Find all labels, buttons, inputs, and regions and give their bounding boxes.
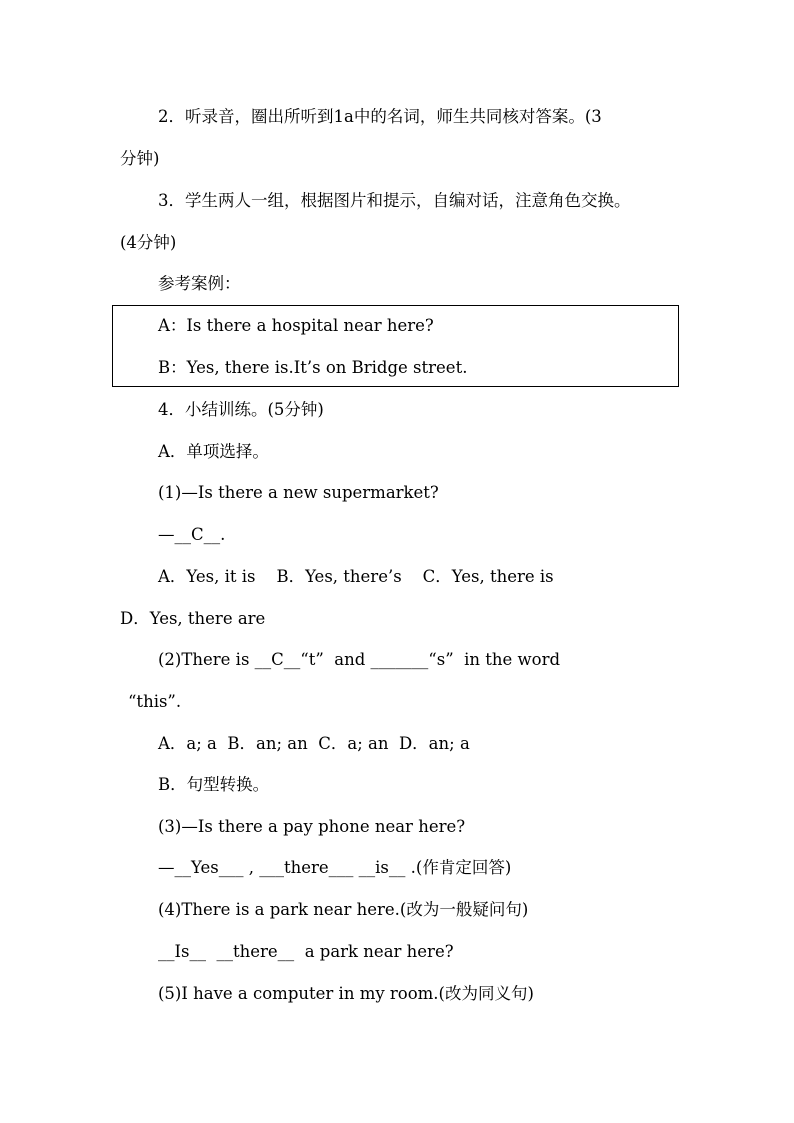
item4-title: 4．小结训练。(5分钟)	[158, 400, 324, 419]
q3-note: .(作肯定回答)	[410, 858, 512, 877]
q2-stem-line1	[158, 649, 560, 671]
item3-line1: 3．学生两人一组，根据图片和提示，自编对话，注意角色交换。	[158, 191, 631, 210]
q1-answer: __C__	[174, 525, 221, 544]
q3-blank3: __is__	[358, 858, 406, 877]
q2-stem-part-b: “t” and	[300, 650, 371, 669]
q1-dash: —	[158, 525, 175, 544]
q1-options-line1: A．Yes, it is B．Yes, there’s C．Yes, there is	[158, 567, 554, 586]
reference-title: 参考案例：	[158, 274, 241, 293]
q3-dash: —	[158, 858, 175, 877]
item2-line2: 分钟)	[120, 149, 160, 168]
q3-blank2: ___there___	[259, 858, 354, 877]
q4-rest: a park near here?	[304, 942, 454, 961]
q3-stem: (3)—Is there a pay phone near here?	[158, 817, 466, 836]
q3-blank1: __Yes___	[174, 858, 244, 877]
q1-options-line2: D．Yes, there are	[120, 609, 266, 628]
q2-options: A．a; a B．an; an C．a; an D．an; a	[158, 734, 470, 753]
q1-answer-line	[158, 524, 225, 546]
q3-answer-line	[158, 857, 511, 879]
q3-comma: ,	[248, 858, 254, 877]
q4-answer-line	[158, 941, 454, 963]
q4-blank1: __Is__	[158, 942, 206, 961]
dialog-line-a: A：Is there a hospital near here?	[158, 316, 434, 335]
q2-blank2: _______	[370, 650, 429, 669]
item3-line2: (4分钟)	[120, 233, 177, 252]
q2-stem-line2: “this”.	[128, 692, 182, 711]
q1-stem: (1)—Is there a new supermarket?	[158, 483, 439, 502]
q5-stem: (5)I have a computer in my room.(改为同义句)	[158, 984, 534, 1003]
q4-stem: (4)There is a park near here.(改为一般疑问句)	[158, 900, 529, 919]
section-a-title: A．单项选择。	[158, 442, 269, 461]
section-b-title: B．句型转换。	[158, 775, 270, 794]
dialog-line-b: B：Yes, there is.It’s on Bridge street.	[158, 358, 468, 377]
q4-blank2: __there__	[216, 942, 295, 961]
q1-period: .	[220, 525, 226, 544]
item2-line1: 2．听录音，圈出所听到1a中的名词，师生共同核对答案。(3	[158, 107, 602, 126]
q2-blank1: __C__	[254, 650, 301, 669]
q2-stem-part-a: (2)There is	[158, 650, 255, 669]
q2-stem-part-c: “s” in the word	[428, 650, 561, 669]
